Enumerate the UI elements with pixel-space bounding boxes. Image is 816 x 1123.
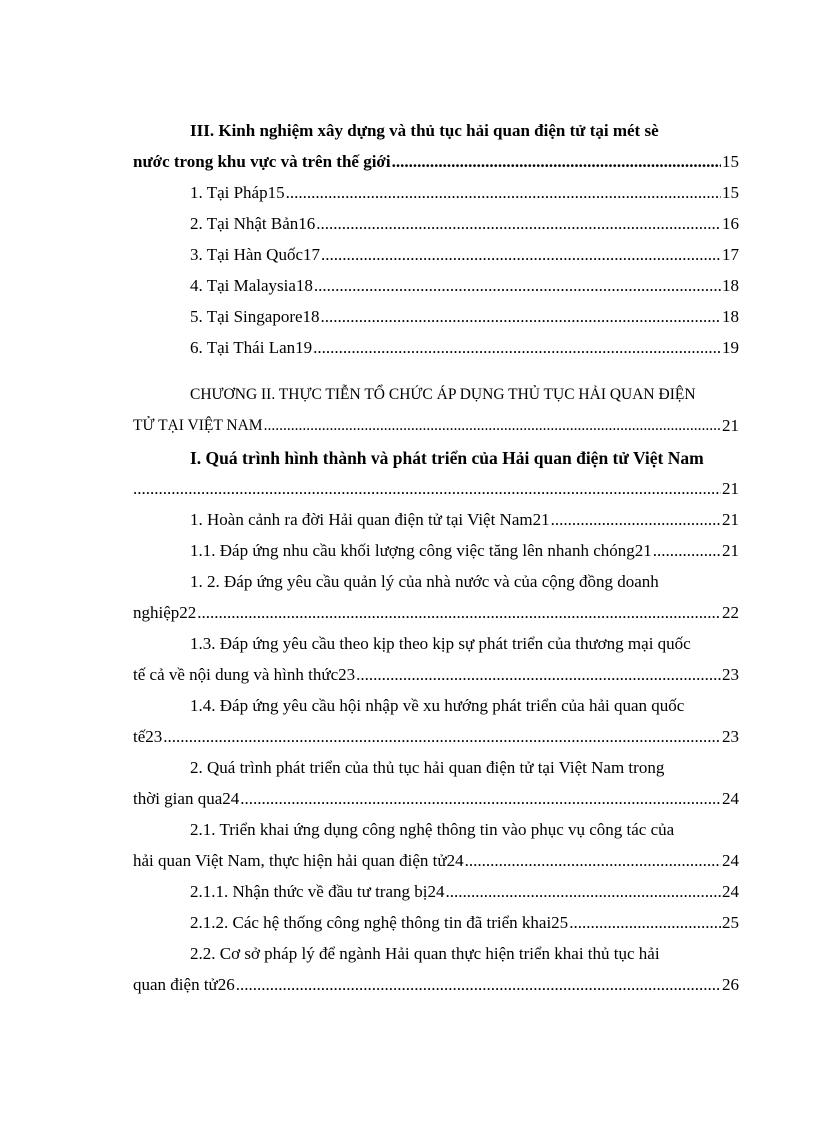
toc-page-number: 21 [722,479,739,498]
toc-page-number: 21 [722,510,739,529]
toc-entry-text: quan điện tử26 [133,975,235,994]
dot-leader [321,306,721,328]
toc-page-number: 18 [722,307,739,326]
toc-entry-text: 1.1. Đáp ứng nhu cầu khối lượng công việc tăng lên nhanh chóng21 [190,541,652,560]
toc-entry-text: hải quan Việt Nam, thực hiện hải quan điện tử24 [133,851,464,870]
toc-page-number: 15 [722,152,739,171]
dot-leader [446,881,722,903]
dot-leader [264,415,721,437]
toc-page-number: 21 [722,541,739,560]
toc-page-number: 15 [722,183,739,202]
toc-entry-text: 1. 2. Đáp ứng yêu cầu quản lý của nhà nước và của cộng đồng doanh [190,572,659,591]
toc-entry-text: 2. Tại Nhật Bản16 [190,214,316,233]
toc-entry-text: III. Kinh nghiệm xây dựng và thủ tục hải quan điện tử tại mét sè [190,121,659,140]
toc-entry-text: 5. Tại Singapore18 [190,307,320,326]
toc-entry-text: 1.3. Đáp ứng yêu cầu theo kịp theo kịp sự phát triển của thương mại quốc [190,634,691,653]
toc-entry-text: 1. Tại Pháp15 [190,183,285,202]
dot-leader [313,337,721,359]
toc-entry-text: 2.1.2. Các hệ thống công nghệ thông tin đã triển khai25 [190,913,569,932]
dot-leader [236,974,721,996]
toc-entry-text: CHƯƠNG II. THỰC TIỄN TỔ CHỨC ÁP DỤNG THỦ TỤC HẢI QUAN ĐIỆN [190,386,696,403]
dot-leader [392,151,721,173]
toc-entry-text: nước trong khu vực và trên thế giới [133,152,391,171]
dot-leader [197,602,721,624]
toc-page-number: 21 [722,416,739,435]
dot-leader [321,244,721,266]
dot-leader [286,182,721,204]
dot-leader [163,726,721,748]
toc-entry-text: 1. Hoàn cảnh ra đời Hải quan điện tử tại Việt Nam21 [190,510,550,529]
toc-entry-text: tế cả về nội dung và hình thức23 [133,665,356,684]
toc-entry-text: 2.2. Cơ sở pháp lý để ngành Hải quan thực hiện triển khai thủ tục hải [190,944,660,963]
toc-entry-text: 2.1. Triển khai ứng dụng công nghệ thông tin vào phục vụ công tác của [190,820,675,839]
toc-page-number: 26 [722,975,739,994]
toc-entry-text: thời gian qua24 [133,789,240,808]
toc-entry-text: 2. Quá trình phát triển của thủ tục hải quan điện tử tại Việt Nam trong [190,758,665,777]
toc-entry-text: 1.4. Đáp ứng yêu cầu hội nhập về xu hướng phát triển của hải quan quốc [190,696,685,715]
toc-page-number: 24 [722,789,739,808]
dot-leader [314,275,721,297]
dot-leader [465,850,721,872]
toc-entry-text: TỬ TẠI VIỆT NAM [133,417,263,434]
toc-entry-text: 4. Tại Malaysia18 [190,276,313,295]
toc-page-number: 25 [722,913,739,932]
toc-page-number: 24 [722,882,739,901]
toc-entry-text: 6. Tại Thái Lan19 [190,338,313,357]
toc-entry-text: tế23 [133,727,163,746]
toc-page-number: 23 [722,665,739,684]
toc-entry-text: 2.1.1. Nhận thức về đầu tư trang bị24 [190,882,445,901]
dot-leader [569,912,721,934]
toc-entry-text: nghiệp22 [133,603,197,622]
toc-entry-text: 3. Tại Hàn Quốc17 [190,245,320,264]
dot-leader [133,478,721,500]
toc-page-number: 18 [722,276,739,295]
toc-page-number: 19 [722,338,739,357]
toc-page-number: 16 [722,214,739,233]
dot-leader [240,788,721,810]
toc-page-number: 23 [722,727,739,746]
toc-entry-text: I. Quá trình hình thành và phát triển của Hải quan điện tử Việt Nam [190,448,704,468]
toc-page-number: 17 [722,245,739,264]
toc-page-number: 22 [722,603,739,622]
dot-leader [316,213,721,235]
dot-leader [653,540,721,562]
toc-page-number: 24 [722,851,739,870]
dot-leader [551,509,721,531]
dot-leader [356,664,721,686]
